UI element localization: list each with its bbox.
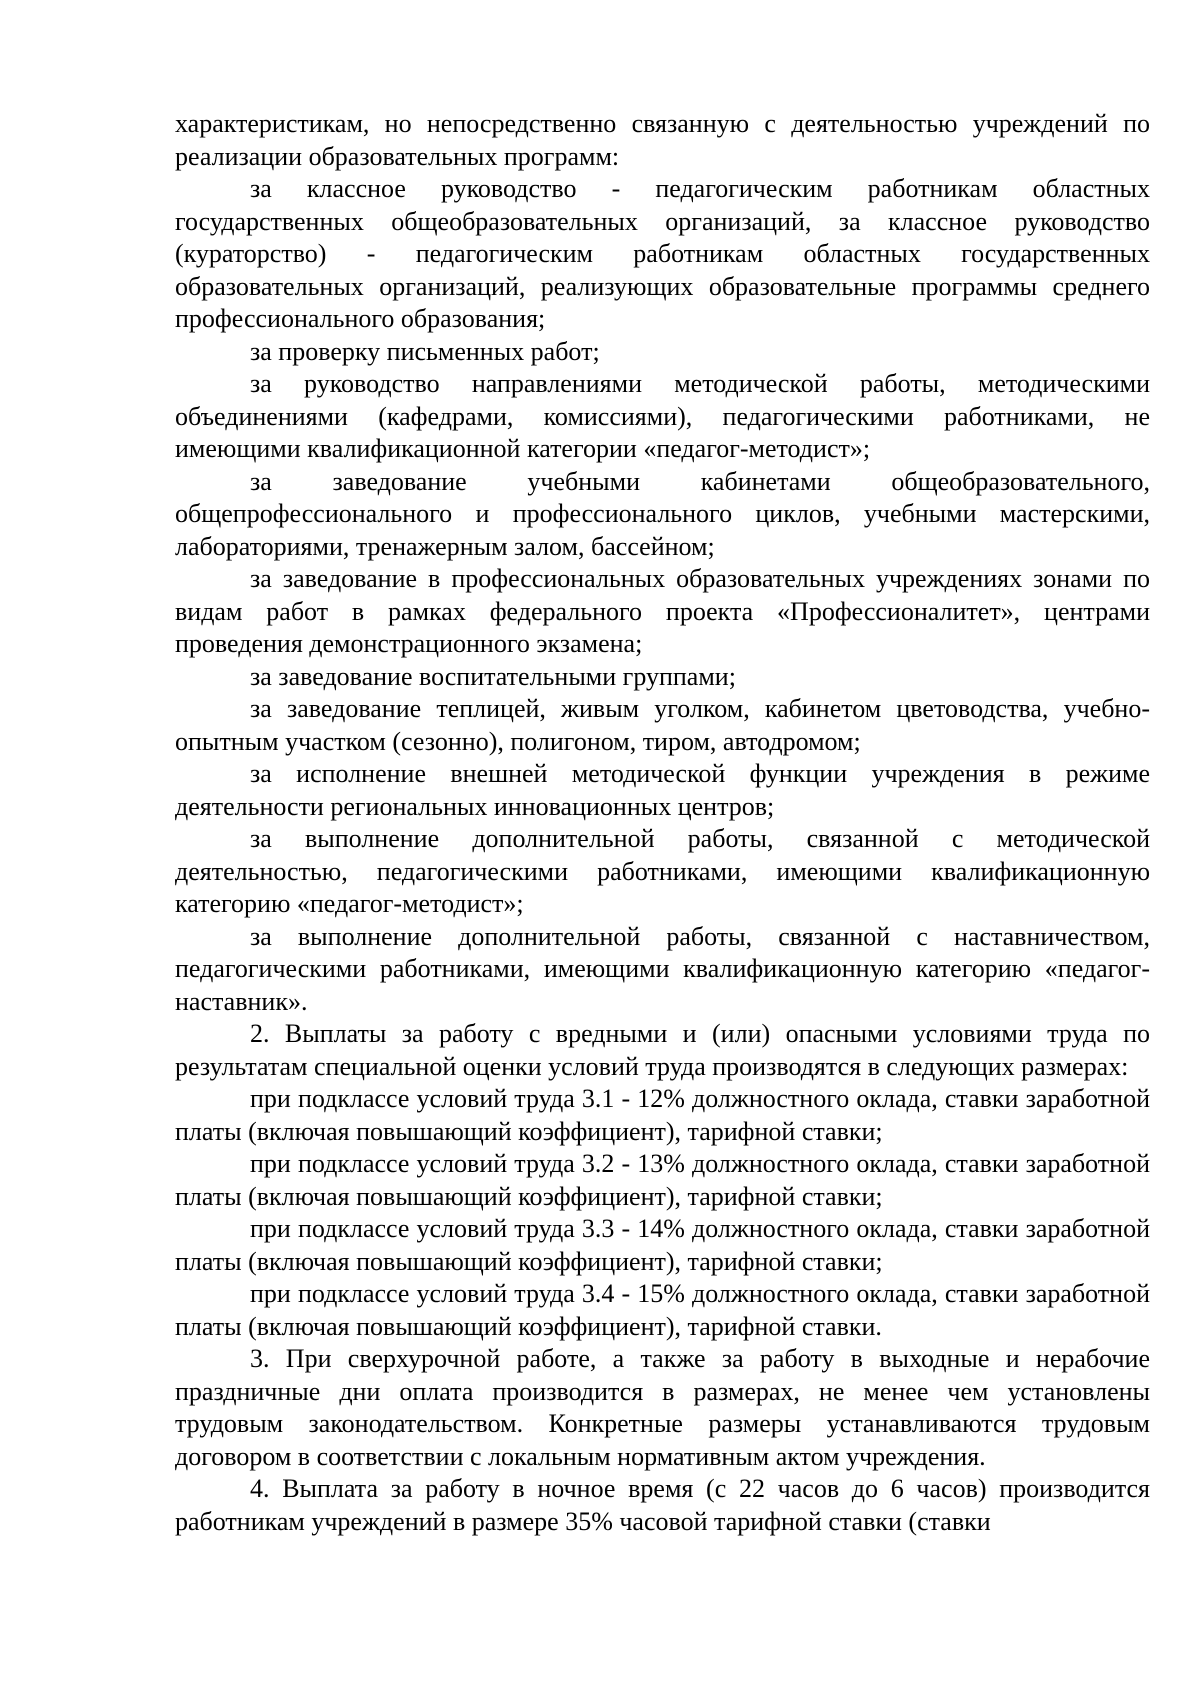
paragraph-classrooms: за заведование учебными кабинетами общеобразовательного, общепрофессионального и профессионального циклов, учебными мастерскими, лабораториями, тренажерным залом, бассейном; xyxy=(175,466,1150,561)
paragraph-item-4: 4. Выплата за работу в ночное время (с 22 часов до 6 часов) производится работникам учреждений в размере 35% часовой тарифной ставки (ставки xyxy=(175,1474,1150,1536)
paragraph-subclass-3-2: при подклассе условий труда 3.2 - 13% должностного оклада, ставки заработной платы (включая повышающий коэффициент), тарифной ставки; xyxy=(175,1149,1150,1211)
document-page xyxy=(175,108,1150,1538)
paragraph-educational-groups: за заведование воспитательными группами; xyxy=(250,661,736,691)
paragraph-methodical-work: за руководство направлениями методической работы, методическими объединениями (кафедрами, комиссиями), педагогическими работниками, не имеющими квалификационной категории «педагог-методист»; xyxy=(175,369,1150,463)
paragraph-external-methodical: за исполнение внешней методической функции учреждения в режиме деятельности региональных инновационных центров; xyxy=(175,759,1150,821)
paragraph-written-works: за проверку письменных работ; xyxy=(250,336,600,366)
paragraph-subclass-3-4: при подклассе условий труда 3.4 - 15% должностного оклада, ставки заработной платы (включая повышающий коэффициент), тарифной ставки. xyxy=(175,1279,1150,1341)
paragraph-subclass-3-3: при подклассе условий труда 3.3 - 14% должностного оклада, ставки заработной платы (включая повышающий коэффициент), тарифной ставки; xyxy=(175,1214,1150,1276)
paragraph-mentor: за выполнение дополнительной работы, связанной с наставничеством, педагогическими работниками, имеющими квалификационную категорию «педагог-наставник». xyxy=(175,921,1150,1016)
paragraph-item-3: 3. При сверхурочной работе, а также за работу в выходные и нерабочие праздничные дни оплата производится в размерах, не менее чем установлены трудовым законодательством. Конкретные размеры устанавливаются трудовым договором в соответствии с локальным нормативным актом учреждения. xyxy=(175,1344,1150,1471)
paragraph-subclass-3-1: при подклассе условий труда 3.1 - 12% должностного оклада, ставки заработной платы (включая повышающий коэффициент), тарифной ставки; xyxy=(175,1084,1150,1146)
paragraph-professionalitet: за заведование в профессиональных образовательных учреждениях зонами по видам работ в рамках федерального проекта «Профессионалитет», центрами проведения демонстрационного экзамена; xyxy=(175,564,1150,658)
paragraph-item-2: 2. Выплаты за работу с вредными и (или) опасными условиями труда по результатам специальной оценки условий труда производятся в следующих размерах: xyxy=(175,1019,1150,1081)
paragraph-class-management: за классное руководство - педагогическим работникам областных государственных общеобразовательных организаций, за классное руководство (кураторство) - педагогическим работникам областных государственных образовательных организаций, реализующих образовательные программы среднего профессионального образования; xyxy=(175,174,1150,333)
paragraph-greenhouse: за заведование теплицей, живым уголком, кабинетом цветоводства, учебно-опытным участком (сезонно), полигоном, тиром, автодромом; xyxy=(175,694,1150,756)
paragraph-methodist: за выполнение дополнительной работы, связанной с методической деятельностью, педагогическими работниками, имеющими квалификационную категорию «педагог-методист»; xyxy=(175,824,1150,918)
paragraph-continuation: характеристикам, но непосредственно связанную с деятельностью учреждений по реализации образовательных программ: xyxy=(175,109,1150,171)
